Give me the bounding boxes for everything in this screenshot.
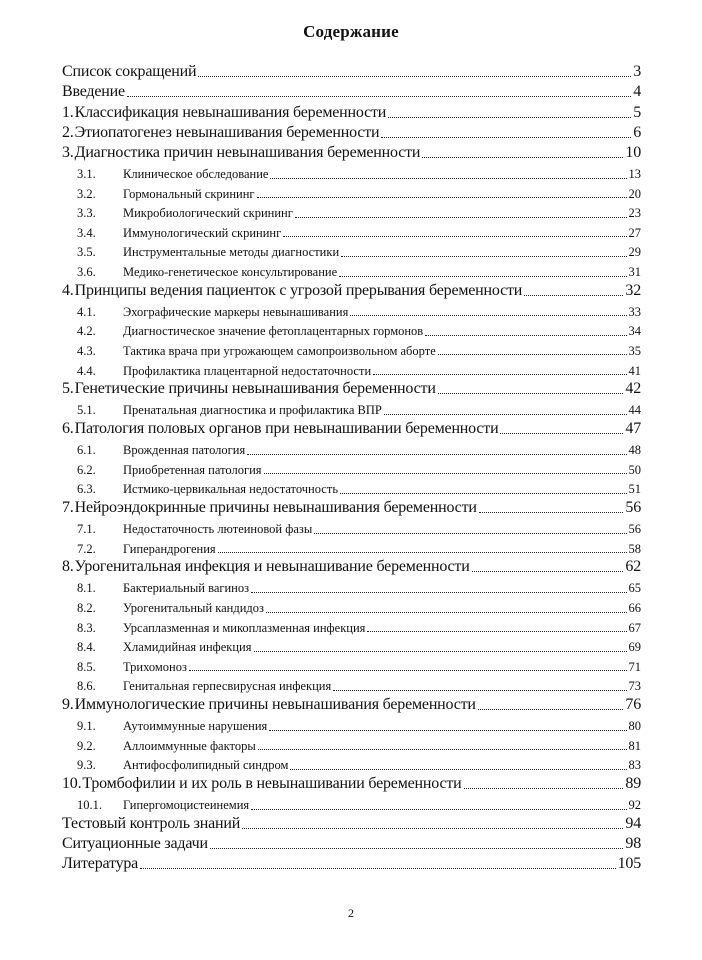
toc-section [62, 220, 641, 240]
toc-entry-title: Гиперандрогения [123, 541, 216, 556]
dot-leader [381, 137, 631, 138]
toc-entry-title: Литература [62, 855, 139, 873]
toc-section [62, 239, 641, 259]
dot-leader [258, 749, 627, 750]
toc-entry-title: Урогенитальный кандидоз [123, 601, 264, 616]
dot-leader [340, 493, 626, 494]
dot-leader [247, 454, 626, 455]
dot-leader [266, 612, 627, 613]
toc-entry-number: 3. [62, 143, 74, 161]
toc-entry-title: Генетические причины невынашивания беременности [74, 380, 436, 398]
toc-section [62, 476, 641, 496]
toc-entry-title: Диагностика причин невынашивания беременности [74, 143, 421, 161]
toc-entry-number: 5.1. [77, 403, 96, 418]
toc-entry-number: 3.6. [77, 265, 96, 279]
toc-section [62, 733, 641, 753]
page-title: Содержание [303, 22, 399, 41]
toc-section [62, 161, 641, 181]
toc-entry-number: 8.5. [77, 659, 96, 674]
toc-entry-page: 56 [625, 499, 641, 516]
toc-entry-title: Тромбофилии и их роль в невынашивании беременности [82, 775, 462, 793]
toc-section [62, 792, 641, 812]
toc-section [62, 575, 641, 595]
dot-leader [422, 157, 623, 158]
toc-entry-title: Нейроэндокринные причины невынашивания беременности [74, 499, 477, 516]
toc-entry-page: 67 [628, 620, 641, 635]
toc-section [62, 357, 641, 377]
toc-entry-page: 35 [628, 343, 641, 358]
toc-entry-number: 4.4. [77, 363, 96, 378]
toc-entry-number: 8. [62, 558, 74, 576]
toc-section [62, 318, 641, 338]
dot-leader [464, 788, 624, 789]
toc-entry-page: 4 [633, 83, 641, 101]
toc-entry-title: Введение [62, 83, 125, 101]
toc-entry-title: Клиническое обследование [123, 167, 269, 182]
toc-section [62, 516, 641, 536]
toc-chapter [62, 60, 641, 80]
toc-entry-number: 8.6. [77, 679, 96, 694]
dot-leader [350, 315, 626, 316]
dot-leader [210, 848, 624, 849]
dot-leader [388, 117, 631, 118]
toc-entry-page: 44 [628, 403, 641, 418]
dot-leader [269, 730, 626, 731]
dot-leader [198, 76, 631, 77]
dot-leader [270, 178, 626, 179]
toc-entry-page: 94 [625, 814, 641, 832]
toc-entry-page: 3 [633, 63, 641, 81]
toc-section [62, 181, 641, 201]
dot-leader [242, 828, 623, 829]
toc-entry-page: 81 [628, 738, 641, 753]
toc-entry-title: Гипергомоцистеинемия [123, 798, 250, 813]
toc-entry-page: 27 [628, 225, 641, 240]
toc-entry-number: 2. [62, 123, 74, 141]
toc-entry-title: Урогенитальная инфекция и невынашивание беременности [74, 558, 470, 576]
toc-section [62, 200, 641, 220]
toc-entry-title: Пренатальная диагностика и профилактика ВПР [123, 403, 382, 418]
toc-chapter [62, 693, 641, 713]
toc-section [62, 654, 641, 674]
toc-entry-title: Тестовый контроль знаний [62, 814, 241, 832]
toc-entry-title: Истмико-цервикальная недостаточность [123, 482, 339, 497]
toc-entry-page: 51 [628, 482, 641, 497]
toc-entry-number: 10.1. [77, 798, 102, 813]
toc-entry-number: 1. [62, 103, 74, 121]
toc-entry-page: 89 [625, 775, 641, 793]
toc-entry-page: 48 [628, 443, 641, 458]
toc-section [62, 713, 641, 733]
toc-entry-title: Трихомоноз [123, 659, 187, 674]
toc-chapter [62, 377, 641, 397]
toc-entry-number: 7.1. [77, 522, 96, 537]
toc-entry-title: Патология половых органов при невынашивании беременности [74, 420, 499, 438]
toc-section [62, 752, 641, 772]
toc-entry-page: 32 [625, 281, 641, 299]
toc-entry-title: Хламидийная инфекция [123, 640, 252, 655]
toc-entry-title: Инструментальные методы диагностики [123, 245, 340, 260]
toc-entry-number: 4. [62, 281, 74, 299]
dot-leader [478, 709, 624, 710]
toc-chapter [62, 80, 641, 100]
dot-leader [438, 354, 627, 355]
toc-entry-number: 4.2. [77, 324, 96, 339]
dot-leader [257, 197, 627, 198]
toc-entry-title: Тактика врача при угрожающем самопроизвольном аборте [123, 343, 436, 358]
toc-chapter [62, 121, 641, 141]
dot-leader [339, 276, 626, 277]
toc-entry-number: 8.3. [77, 620, 96, 635]
toc-entry-number: 3.2. [77, 186, 96, 201]
toc-entry-page: 5 [633, 103, 641, 121]
dot-leader [251, 809, 626, 810]
dot-leader [341, 256, 626, 257]
toc-entry-number: 9. [62, 696, 74, 714]
toc-entry-page: 62 [625, 558, 641, 576]
toc-chapter [62, 141, 641, 161]
toc-entry-title: Иммунологические причины невынашивания беременности [74, 696, 476, 714]
toc-entry-page: 50 [628, 462, 641, 477]
toc-section [62, 299, 641, 319]
dot-leader [251, 592, 626, 593]
toc-entry-page: 23 [628, 206, 641, 221]
dot-leader [500, 433, 623, 434]
toc-entry-page: 56 [628, 522, 641, 537]
dot-leader [189, 670, 627, 671]
toc-entry-page: 83 [628, 758, 641, 773]
toc-entry-number: 5. [62, 380, 74, 398]
toc-entry-title: Микробиологический скрининг [123, 206, 293, 221]
dot-leader [254, 651, 627, 652]
dot-leader [479, 512, 624, 513]
toc-entry-title: Этиопатогенез невынашивания беременности [74, 123, 380, 141]
toc-entry-page: 10 [625, 143, 641, 161]
dot-leader [283, 236, 626, 237]
toc-entry-page: 13 [628, 167, 641, 182]
toc-entry-page: 47 [625, 420, 641, 438]
toc-entry-page: 98 [625, 835, 641, 853]
toc-entry-title: Врожденная патология [123, 443, 246, 458]
toc-entry-page: 76 [625, 696, 641, 714]
page-number: 2 [348, 906, 354, 920]
toc-entry-title: Диагностическое значение фетоплацентарных гормонов [123, 324, 424, 339]
dot-leader [472, 571, 624, 572]
dot-leader [384, 414, 627, 415]
toc-entry-page: 105 [617, 855, 641, 873]
dot-leader [333, 690, 626, 691]
toc-entry-number: 8.2. [77, 601, 96, 616]
toc-chapter [62, 852, 641, 872]
toc-entry-number: 6.3. [77, 482, 96, 497]
toc-section [62, 673, 641, 693]
toc-entry-title: Приобретенная патология [123, 462, 262, 477]
toc-entry-title: Ситуационные задачи [62, 835, 208, 853]
toc-entry-number: 3.1. [77, 167, 96, 182]
toc-entry-title: Генитальная герпесвирусная инфекция [123, 679, 332, 694]
dot-leader [264, 473, 627, 474]
toc-entry-title: Урсаплазменная и микоплазменная инфекция [123, 620, 366, 635]
dot-leader [425, 335, 626, 336]
toc-entry-title: Список сокращений [62, 63, 197, 81]
toc-entry-number: 3.4. [77, 225, 96, 240]
toc-entry-number: 8.4. [77, 640, 96, 655]
toc-section [62, 259, 641, 279]
toc-entry-number: 9.3. [77, 758, 96, 773]
toc-entry-page: 58 [628, 541, 641, 556]
toc-chapter [62, 100, 641, 120]
toc-entry-page: 6 [633, 123, 641, 141]
toc-entry-page: 71 [628, 659, 641, 674]
dot-leader [290, 769, 626, 770]
toc-section [62, 536, 641, 556]
toc-chapter [62, 496, 641, 516]
toc-entry-number: 10. [62, 775, 82, 793]
toc-entry-number: 6.1. [77, 443, 96, 458]
toc-entry-page: 20 [628, 186, 641, 201]
toc-chapter [62, 417, 641, 437]
toc-chapter [62, 555, 641, 575]
toc-entry-title: Гормональный скрининг [123, 186, 255, 201]
toc-entry-number: 9.2. [77, 738, 96, 753]
toc-chapter [62, 812, 641, 832]
toc-entry-number: 8.1. [77, 581, 96, 596]
toc-entry-page: 34 [628, 324, 641, 339]
dot-leader [140, 868, 616, 869]
toc-entry-title: Бактериальный вагиноз [123, 581, 250, 596]
toc-entry-page: 73 [628, 679, 641, 694]
toc-entry-title: Классификация невынашивания беременности [74, 103, 387, 121]
toc-section [62, 338, 641, 358]
dot-leader [367, 631, 626, 632]
toc-entry-page: 80 [628, 719, 641, 734]
toc-entry-page: 42 [625, 380, 641, 398]
toc-entry-number: 3.5. [77, 245, 96, 260]
toc-entry-title: Эхографические маркеры невынашивания [123, 304, 349, 319]
toc-entry-page: 29 [628, 245, 641, 260]
toc-entry-title: Принципы ведения пациенток с угрозой прерывания беременности [74, 281, 523, 299]
toc-entry-title: Медико-генетическое консультирование [123, 265, 338, 279]
toc-entry-number: 9.1. [77, 719, 96, 734]
toc-section [62, 595, 641, 615]
dot-leader [373, 374, 626, 375]
toc-entry-number: 7.2. [77, 541, 96, 556]
toc-entry-page: 33 [628, 304, 641, 319]
toc-entry-title: Антифосфолипидный синдром [123, 758, 289, 773]
toc-entry-page: 65 [628, 581, 641, 596]
toc-entry-number: 4.1. [77, 304, 96, 319]
dot-leader [127, 96, 631, 97]
dot-leader [218, 552, 627, 553]
toc-section [62, 634, 641, 654]
toc-entry-number: 6.2. [77, 462, 96, 477]
toc-section [62, 437, 641, 457]
toc-entry-page: 66 [628, 601, 641, 616]
toc-chapter [62, 832, 641, 852]
dot-leader [438, 393, 624, 394]
toc-entry-number: 3.3. [77, 206, 96, 221]
toc-entry-title: Профилактика плацентарной недостаточности [123, 363, 372, 378]
toc-entry-title: Аллоиммунные факторы [123, 738, 256, 753]
dot-leader [295, 217, 627, 218]
toc-entry-page: 41 [628, 363, 641, 378]
toc-chapter [62, 279, 641, 299]
toc-section [62, 397, 641, 417]
toc-entry-title: Аутоиммунные нарушения [123, 719, 268, 734]
toc-entry-number: 6. [62, 420, 74, 438]
toc-entry-title: Иммунологический скрининг [123, 225, 282, 240]
toc-entry-page: 92 [628, 798, 641, 813]
dot-leader [314, 533, 626, 534]
toc-chapter [62, 772, 641, 792]
toc-section [62, 457, 641, 477]
toc-entry-page: 31 [628, 265, 641, 279]
toc-entry-number: 7. [62, 499, 74, 516]
toc-section [62, 615, 641, 635]
toc-entry-number: 4.3. [77, 343, 96, 358]
table-of-contents [62, 60, 641, 872]
dot-leader [524, 295, 623, 296]
toc-entry-title: Недостаточность лютеиновой фазы [123, 522, 313, 537]
toc-entry-page: 69 [628, 640, 641, 655]
